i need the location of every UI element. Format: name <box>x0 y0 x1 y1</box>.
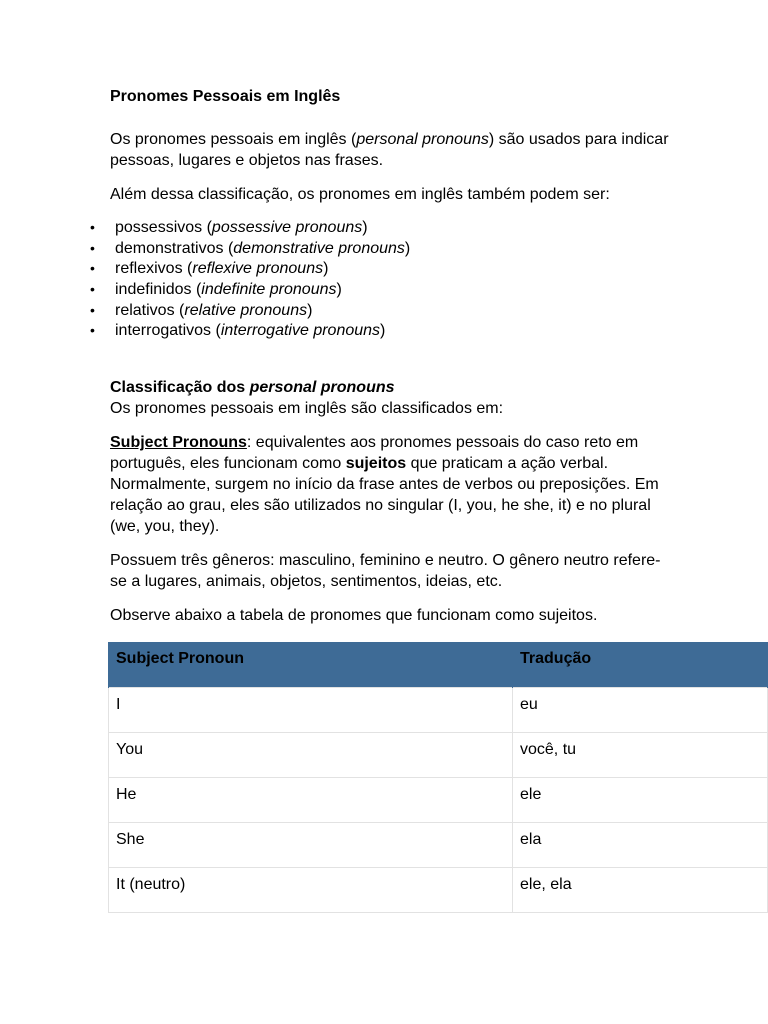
pronoun-types-list <box>110 217 670 341</box>
genders-paragraph: Possuem três gêneros: masculino, feminino e neutro. O gênero neutro refere-se a lugares, animais, objetos, sentimentos, ideias, etc. <box>110 552 661 591</box>
table-cell: ele, ela <box>513 867 768 912</box>
section-subheading: Os pronomes pessoais em inglês são classificados em: <box>110 400 504 418</box>
classification-intro: Além dessa classificação, os pronomes em inglês também podem ser: <box>110 186 610 203</box>
table-row <box>109 732 768 777</box>
document-title: Pronomes Pessoais em Inglês <box>110 88 341 105</box>
table-row <box>109 687 768 732</box>
table-cell: I <box>109 687 513 732</box>
table-cell: You <box>109 732 513 777</box>
section-heading: Classificação dos personal pronouns <box>110 379 395 397</box>
subject-pronouns-table <box>108 642 768 913</box>
document-content <box>110 86 670 626</box>
list-item: • relativos (relative pronouns) <box>110 300 670 321</box>
table-header-row <box>109 642 768 687</box>
table-cell: você, tu <box>513 732 768 777</box>
list-item: • possessivos (possessive pronouns) <box>110 217 670 238</box>
table-cell: She <box>109 822 513 867</box>
header-subject-pronoun: Subject Pronoun <box>109 642 513 687</box>
table-cell: It (neutro) <box>109 867 513 912</box>
list-item: • indefinidos (indefinite pronouns) <box>110 279 670 300</box>
header-traducao: Tradução <box>513 642 768 687</box>
list-item: • interrogativos (interrogative pronouns) <box>110 320 670 341</box>
table-cell: eu <box>513 687 768 732</box>
table-cell: He <box>109 777 513 822</box>
table-cell: ela <box>513 822 768 867</box>
table-row <box>109 822 768 867</box>
list-item: • demonstrativos (demonstrative pronouns) <box>110 238 670 259</box>
table-row <box>109 867 768 912</box>
table-cell: ele <box>513 777 768 822</box>
table-row <box>109 777 768 822</box>
subject-pronouns-paragraph: Subject Pronouns: equivalentes aos pronomes pessoais do caso reto em português, eles funcionam como sujeitos que praticam a ação verbal. Normalmente, surgem no início da frase antes de verbos ou preposições. Em relação ao grau, eles são utilizados no singular (I, you, he she, it) e no plural (we, you, they). <box>110 434 659 536</box>
table-intro: Observe abaixo a tabela de pronomes que funcionam como sujeitos. <box>110 607 598 625</box>
subject-pronouns-term: Subject Pronouns <box>110 434 247 452</box>
intro-italic-term: personal pronouns <box>356 131 489 148</box>
intro-paragraph: Os pronomes pessoais em inglês (personal pronouns) são usados para indicar pessoas, lugares e objetos nas frases. <box>110 131 669 169</box>
list-item: • reflexivos (reflexive pronouns) <box>110 258 670 279</box>
